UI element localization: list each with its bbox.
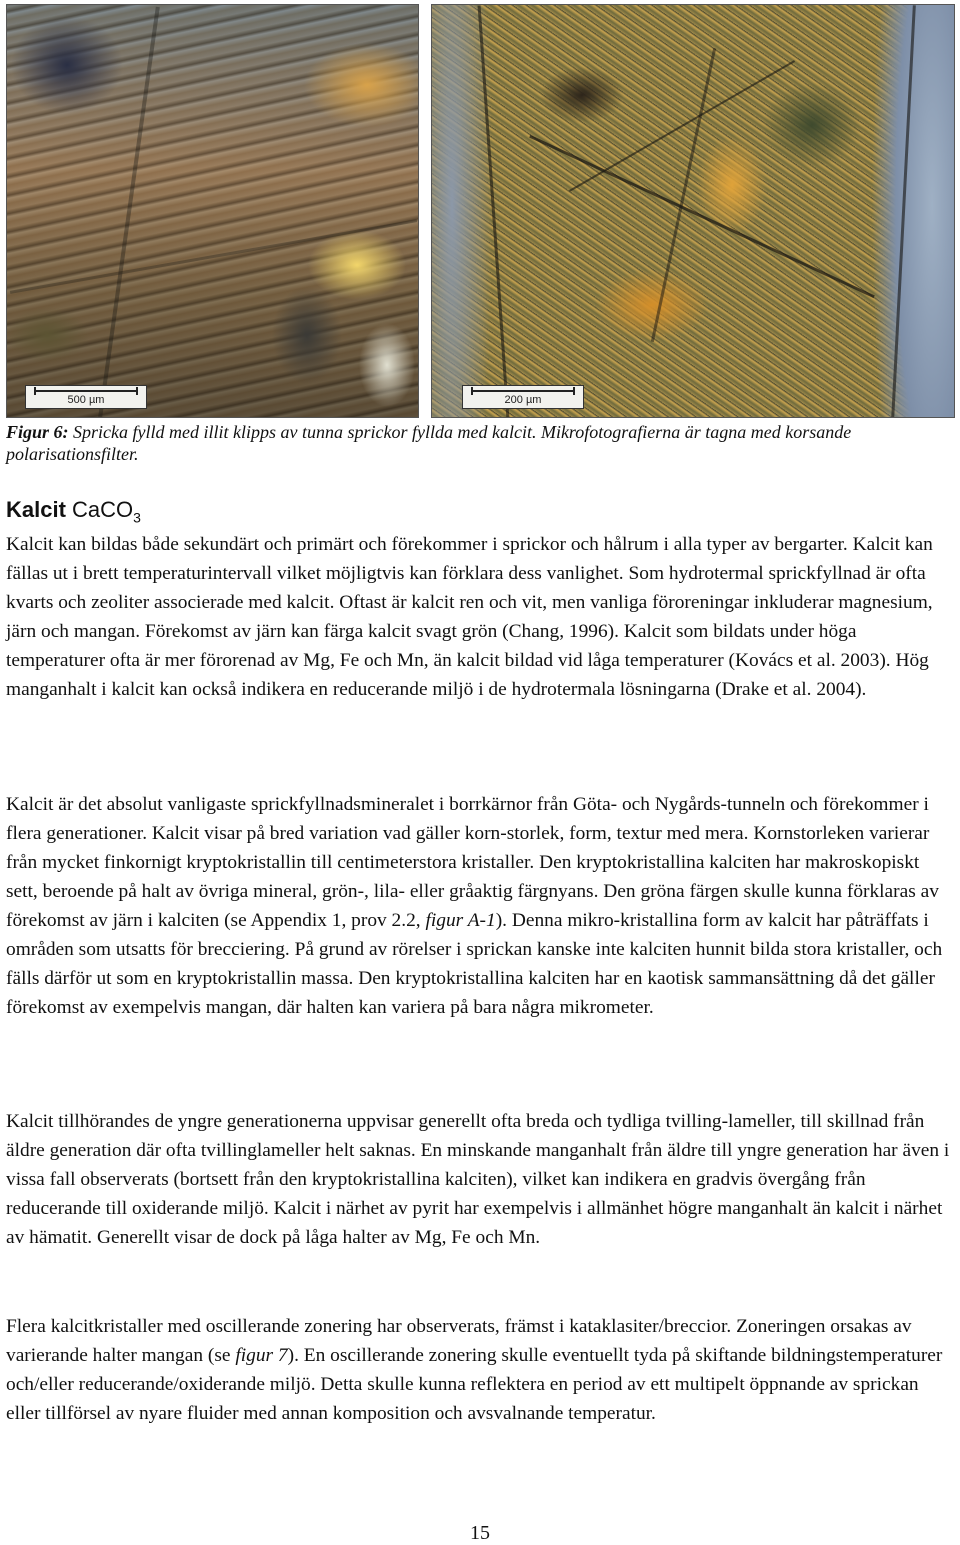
section-heading [6, 497, 141, 525]
figure-caption-label: Figur 6: [6, 422, 69, 442]
paragraph-4 [6, 1312, 954, 1428]
paragraph-4-text-b: ). En oscillerande zonering skulle eventuellt tyda på skiftande bildningstemperaturer och/eller reducerande/oxiderande miljö. Detta skulle kunna reflektera en period av ett multipelt öppnande av sprickan eller tillförsel av nyare fluider med annan komposition och avsvalnande temperatur. [6, 1345, 943, 1424]
paragraph-2-text-a: Kalcit är det absolut vanligaste sprickfyllnadsmineralet i borrkärnor från Göta- och Nygårds-tunneln och förekommer i flera generationer. Kalcit visar på bred variation vad gäller korn-storlek, form, textur med mera. Kornstorleken varierar från mycket finkornigt kryptokristallin till centimeterstora kristaller. Den kryptokristallina kalciten har makroskopiskt sett, beroende på halt av övriga mineral, grön-, lila- eller gråaktig färgnyans. Den gröna färgen skulle kunna förklaras av förekomst av järn i kalciten (se Appendix 1, prov 2.2, [6, 794, 939, 931]
page-number: 15 [470, 1522, 490, 1544]
paragraph-4-text-a: Flera kalcitkristaller med oscillerande zonering har observerats, främst i kataklasiter/breccior. Zoneringen orsakas av varierande halter mangan (se [6, 1316, 912, 1366]
paragraph-2 [6, 790, 954, 1022]
figure-caption-text: Spricka fylld med illit klipps av tunna sprickor fyllda med kalcit. Mikrofotografierna är tagna med korsande polarisationsfilter. [6, 422, 852, 464]
figure-reference-7: figur 7 [235, 1345, 288, 1366]
scale-bar-left [25, 385, 147, 409]
paragraph-3: Kalcit tillhörandes de yngre generationerna uppvisar generellt ofta breda och tydliga tvilling-lameller, till skillnad från äldre generation där ofta tvillinglameller helt saknas. En minskande manganhalt från äldre till yngre generation har även i vissa fall observerats (bortsett från den kryptokristallina kalciten), vilket kan indikera en gradvis övergång från reducerande till oxiderande miljö. Kalcit i närhet av pyrit har exempelvis i allmänhet högre manganhalt än kalcit i närhet av hämatit. Generellt visar de dock på låga halter av Mg, Fe och Mn. [6, 1111, 950, 1248]
heading-title: Kalcit [6, 497, 66, 522]
scale-bar-right [462, 385, 584, 409]
scale-label-left: 500 µm [67, 394, 105, 406]
figure-caption [6, 421, 954, 465]
paragraph-2-text-b: ). Denna mikro-kristallina form av kalcit har påträffats i områden som utsatts för brecciering. På grund av rörelser i sprickan kanske inte kalciten hunnit bilda stora kristaller, och fälls därför ut som en kryptokristallin massa. Den kryptokristallina kalciten har en kaotisk sammansättning då det gäller förekomst av exempelvis mangan, där halten kan variera på bara några mikrometer. [6, 910, 943, 1018]
micrograph-right [431, 4, 955, 418]
figure-reference-a1: figur A-1 [425, 910, 496, 931]
paragraph-1: Kalcit kan bildas både sekundärt och primärt och förekommer i sprickor och hålrum i alla typer av bergarter. Kalcit kan fällas ut i brett temperaturintervall vilket möjligtvis kan förklara dess vanlighet. Som hydrotermal sprickfyllnad är ofta kvarts och zeoliter associerade med kalcit. Oftast är kalcit ren och vit, men vanliga föroreningar inkluderar magnesium, järn och mangan. Förekomst av järn kan färga kalcit svagt grön (Chang, 1996). Kalcit som bildats under höga temperaturer ofta är mer förorenad av Mg, Fe och Mn, än kalcit bildad vid låga temperaturer (Kovács et al. 2003). Hög manganhalt i kalcit kan också indikera en reducerande miljö i de hydrotermala lösningarna (Drake et al. 2004). [6, 534, 933, 700]
micrograph-left [6, 4, 419, 418]
scale-label-right: 200 µm [504, 394, 542, 406]
heading-formula: CaCO [65, 497, 134, 522]
heading-formula-subscript: 3 [133, 509, 141, 526]
